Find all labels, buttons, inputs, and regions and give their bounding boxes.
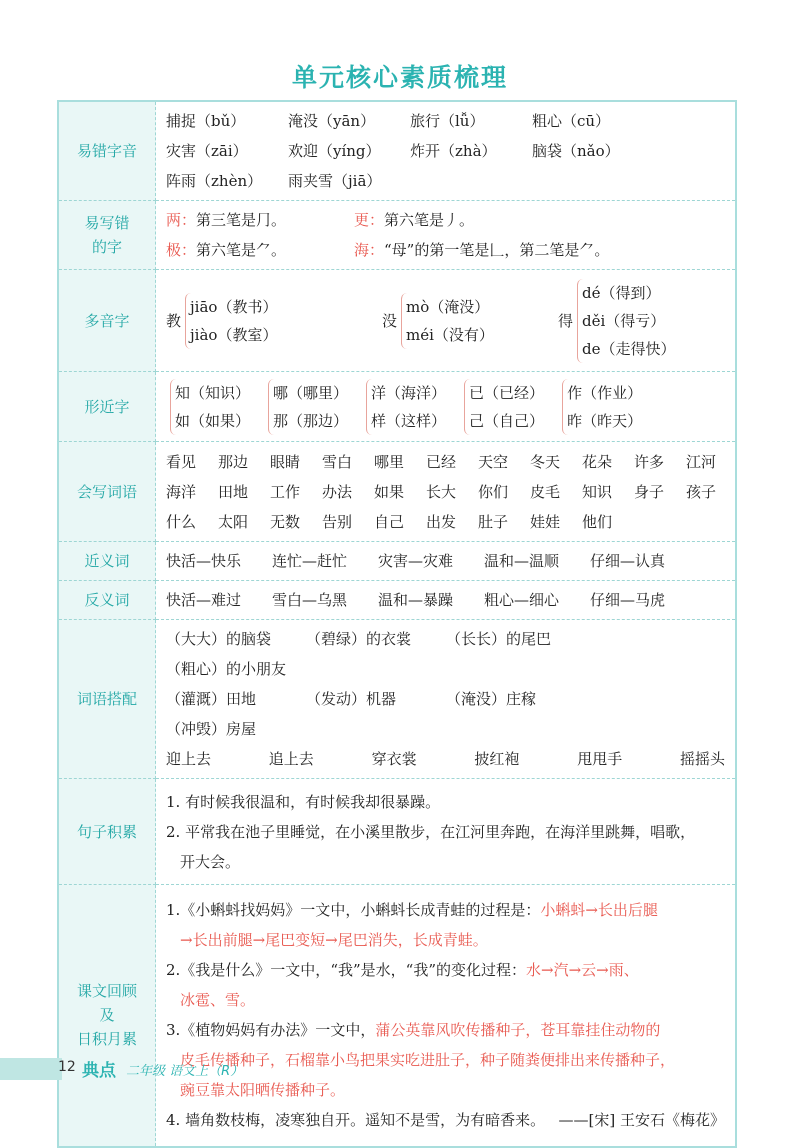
row-label: 形近字 [58, 372, 156, 442]
row-content [156, 101, 737, 201]
word-item: 娃娃 [530, 512, 561, 531]
stroke-item [354, 205, 474, 235]
synonym-pair: 仔细—认真 [590, 552, 666, 570]
row-label [58, 201, 156, 270]
row-label-line: 的字 [91, 238, 122, 256]
similar-char-list [166, 379, 725, 435]
row-content [156, 201, 737, 270]
collocation-item: （淹没）庄稼 [446, 690, 537, 708]
pinyin-item: 欢迎（yíng） [288, 142, 381, 160]
review-item-3 [166, 1015, 725, 1045]
word-grid [166, 447, 725, 537]
summary-table [57, 100, 737, 1148]
review-answer: 豌豆靠太阳晒传播种子。 [180, 1081, 346, 1100]
antonym-pair: 雪白—乌黑 [272, 591, 348, 609]
stroke-item [166, 205, 354, 235]
row-label-line: 日积月累 [76, 1030, 137, 1049]
reading: méi（没有） [406, 325, 494, 344]
row-label-line: 课文回顾 [76, 982, 137, 1001]
word-item: 自己 [374, 512, 405, 531]
collocation-item: （灌溉）田地 [166, 690, 257, 708]
similar-char: 样（这样） [371, 411, 447, 430]
polyphone-group [382, 293, 532, 349]
word-item: 什么 [166, 512, 197, 531]
poem-source: ——[宋] 王安石《梅花》 [558, 1111, 725, 1130]
pinyin-item: 阵雨（zhèn） [166, 172, 263, 190]
synonym-pair: 连忙—赶忙 [272, 552, 348, 570]
word-item: 工作 [270, 482, 301, 501]
stroke-text: 第六笔是⺈。 [196, 241, 287, 259]
word-item: 天空 [478, 452, 509, 471]
review-answer: →长出前腿→尾巴变短→尾巴消失，长成青蛙。 [180, 931, 488, 950]
stroke-item [166, 235, 354, 265]
collocation-item: （粗心）的小朋友 [166, 660, 287, 678]
similar-char-pair [366, 379, 446, 435]
collocation-item: 穿衣裳 [371, 750, 417, 768]
similar-char-group [166, 379, 250, 435]
pinyin-grid [166, 106, 725, 196]
stroke-char: 两： [166, 211, 197, 229]
similar-char: 哪（哪里） [273, 383, 349, 402]
similar-char: 那（那边） [273, 411, 349, 430]
similar-char-group [460, 379, 544, 435]
word-item: 哪里 [374, 452, 405, 471]
polyphone-char: 教 [166, 311, 182, 330]
review-answer: 水→汽→云→雨、 [526, 961, 639, 980]
page-title: 单元核心素质梳理 [291, 63, 508, 92]
word-item: 身子 [634, 482, 665, 501]
row-label: 反义词 [58, 581, 156, 620]
row-dapei [58, 620, 736, 779]
similar-char-pair [268, 379, 348, 435]
review-text: 3.《植物妈妈有办法》一文中， [166, 1021, 376, 1040]
word-item: 雪白 [322, 452, 353, 471]
row-content [156, 270, 737, 372]
polyphone-char: 没 [382, 311, 398, 330]
synonym-list [166, 546, 725, 576]
similar-char-group [362, 379, 446, 435]
word-item: 眼睛 [270, 452, 301, 471]
row-label-line: 及 [99, 1006, 115, 1025]
reading: mò（淹没） [406, 297, 490, 316]
collocation-item: （碧绿）的衣裳 [306, 630, 412, 648]
stroke-char: 极： [166, 241, 197, 259]
row-content [156, 620, 737, 779]
word-item: 知识 [582, 482, 613, 501]
row-label: 近义词 [58, 542, 156, 581]
review-item-1 [166, 895, 725, 925]
word-item: 看见 [166, 452, 197, 471]
pinyin-item: 旅行（lǚ） [410, 112, 485, 130]
word-item: 办法 [322, 482, 353, 501]
word-item: 江河 [686, 452, 717, 471]
word-item: 花朵 [582, 452, 613, 471]
polyphone-char: 得 [558, 311, 574, 330]
pinyin-item: 粗心（cū） [532, 112, 611, 130]
row-content [156, 542, 737, 581]
row-yicuo [58, 101, 736, 201]
polyphone-group [166, 293, 356, 349]
collocation-item: （发动）机器 [306, 690, 397, 708]
word-item: 无数 [270, 512, 301, 531]
pinyin-item: 脑袋（nǎo） [532, 142, 620, 160]
similar-char-pair [170, 379, 250, 435]
reading: děi（得亏） [582, 311, 666, 330]
polyphone-readings [401, 293, 494, 349]
row-huixie [58, 442, 736, 542]
word-item: 他们 [582, 512, 613, 531]
pinyin-item: 淹没（yān） [288, 112, 376, 130]
similar-char-pair [464, 379, 544, 435]
reading: de（走得快） [582, 339, 676, 358]
similar-char: 己（自己） [469, 411, 545, 430]
word-item: 田地 [218, 482, 249, 501]
collocation-item: 迎上去 [166, 750, 212, 768]
synonym-pair: 快活—快乐 [166, 552, 242, 570]
review-answer: 皮毛传播种子，石榴靠小鸟把果实吃进肚子，种子随粪便排出来传播种子， [180, 1051, 676, 1070]
similar-char: 作（作业） [567, 383, 643, 402]
row-label: 易错字音 [58, 101, 156, 201]
collocation-item: （长长）的尾巴 [446, 630, 552, 648]
pinyin-item: 捕捉（bǔ） [166, 112, 246, 130]
review-answer: 小蝌蚪→长出后腿 [540, 901, 658, 920]
row-yixie [58, 201, 736, 270]
collocation-line [166, 684, 725, 744]
row-content [156, 885, 737, 1147]
word-item: 孩子 [686, 482, 717, 501]
collocation-line [166, 744, 725, 774]
word-item: 已经 [426, 452, 457, 471]
footer-bar [0, 1058, 62, 1080]
row-label: 词语搭配 [58, 620, 156, 779]
stroke-char: 更： [354, 211, 385, 229]
pinyin-item: 灾害（zāi） [166, 142, 248, 160]
stroke-item [354, 235, 609, 265]
row-juzi [58, 779, 736, 885]
reading: jiào（教室） [190, 325, 278, 344]
word-item: 冬天 [530, 452, 561, 471]
collocation-item: （冲毁）房屋 [166, 720, 257, 738]
review-answer: 蒲公英靠风吹传播种子，苍耳靠挂住动物的 [375, 1021, 661, 1040]
poem-text: 4. 墙角数枝梅，凌寒独自开。遥知不是雪，为有暗香来。 [166, 1111, 546, 1130]
antonym-pair: 快活—难过 [166, 591, 242, 609]
page-number: 12 [58, 1059, 76, 1075]
word-item: 许多 [634, 452, 665, 471]
word-item: 海洋 [166, 482, 197, 501]
word-item: 出发 [426, 512, 457, 531]
word-item: 如果 [374, 482, 405, 501]
word-item: 肚子 [478, 512, 509, 531]
stroke-text: 第三笔是⺆。 [196, 211, 287, 229]
sentence-2-cont: 开大会。 [180, 852, 241, 871]
review-answer: 冰雹、雪。 [180, 991, 256, 1010]
review-text: 1.《小蝌蚪找妈妈》一文中，小蝌蚪长成青蛙的过程是： [166, 901, 541, 920]
word-item: 那边 [218, 452, 249, 471]
polyphone-group [558, 279, 676, 363]
word-item: 长大 [426, 482, 457, 501]
similar-char-pair [562, 379, 642, 435]
polyphone-readings [577, 279, 675, 363]
review-item-4 [166, 1105, 725, 1135]
row-duoyin [58, 270, 736, 372]
row-content [156, 779, 737, 885]
page-footer [0, 1054, 800, 1084]
word-item: 告别 [322, 512, 353, 531]
antonym-list [166, 585, 725, 615]
collocation-line [166, 624, 725, 684]
word-item: 皮毛 [530, 482, 561, 501]
sentence-1: 1. 有时候我很温和，有时候我却很暴躁。 [166, 792, 441, 811]
antonym-pair: 温和—暴躁 [378, 591, 454, 609]
row-label [58, 885, 156, 1147]
sentence-2: 2. 平常我在池子里睡觉，在小溪里散步，在江河里奔跑，在海洋里跳舞，唱歌， [166, 822, 696, 841]
similar-char: 昨（昨天） [567, 411, 643, 430]
collocation-item: 追上去 [268, 750, 314, 768]
row-kewen [58, 885, 736, 1147]
reading: dé（得到） [582, 283, 661, 302]
synonym-pair: 灾害—灾难 [378, 552, 454, 570]
stroke-text: “母”的第一笔是𠃊，第二笔是⺈。 [384, 241, 610, 259]
row-content [156, 581, 737, 620]
word-item: 你们 [478, 482, 509, 501]
brand-logo: 典点 [82, 1061, 116, 1081]
stroke-text: 第六笔是丿。 [384, 211, 475, 229]
collocation-item: 甩甩手 [577, 750, 623, 768]
similar-char: 洋（海洋） [371, 383, 447, 402]
collocation-item: 披红袍 [474, 750, 520, 768]
row-xingjin [58, 372, 736, 442]
similar-char: 如（如果） [175, 411, 251, 430]
antonym-pair: 仔细—马虎 [590, 591, 666, 609]
similar-char: 知（知识） [175, 383, 251, 402]
synonym-pair: 温和—温顺 [484, 552, 560, 570]
polyphone-list [166, 279, 725, 363]
review-text: 2.《我是什么》一文中，“我”是水，“我”的变化过程： [166, 961, 526, 980]
stroke-grid [166, 205, 725, 235]
reading: jiāo（教书） [190, 297, 278, 316]
row-fanyi [58, 581, 736, 620]
similar-char: 已（已经） [469, 383, 545, 402]
stroke-char: 海： [354, 241, 385, 259]
similar-char-group [264, 379, 348, 435]
row-label: 句子积累 [58, 779, 156, 885]
row-label: 会写词语 [58, 442, 156, 542]
pinyin-item: 雨夹雪（jiā） [288, 172, 382, 190]
collocation-item: 摇摇头 [679, 750, 725, 768]
antonym-pair: 粗心—细心 [484, 591, 560, 609]
review-item-2 [166, 955, 725, 985]
row-label: 多音字 [58, 270, 156, 372]
grade-label: 二年级 语文上（R） [126, 1064, 244, 1079]
word-item: 太阳 [218, 512, 249, 531]
polyphone-readings [185, 293, 277, 349]
similar-char-group [558, 379, 642, 435]
row-content [156, 442, 737, 542]
row-label-line: 易写错 [84, 214, 130, 232]
row-jinyi [58, 542, 736, 581]
stroke-grid [166, 235, 725, 265]
row-content [156, 372, 737, 442]
pinyin-item: 炸开（zhà） [410, 142, 497, 160]
collocation-item: （大大）的脑袋 [166, 630, 272, 648]
